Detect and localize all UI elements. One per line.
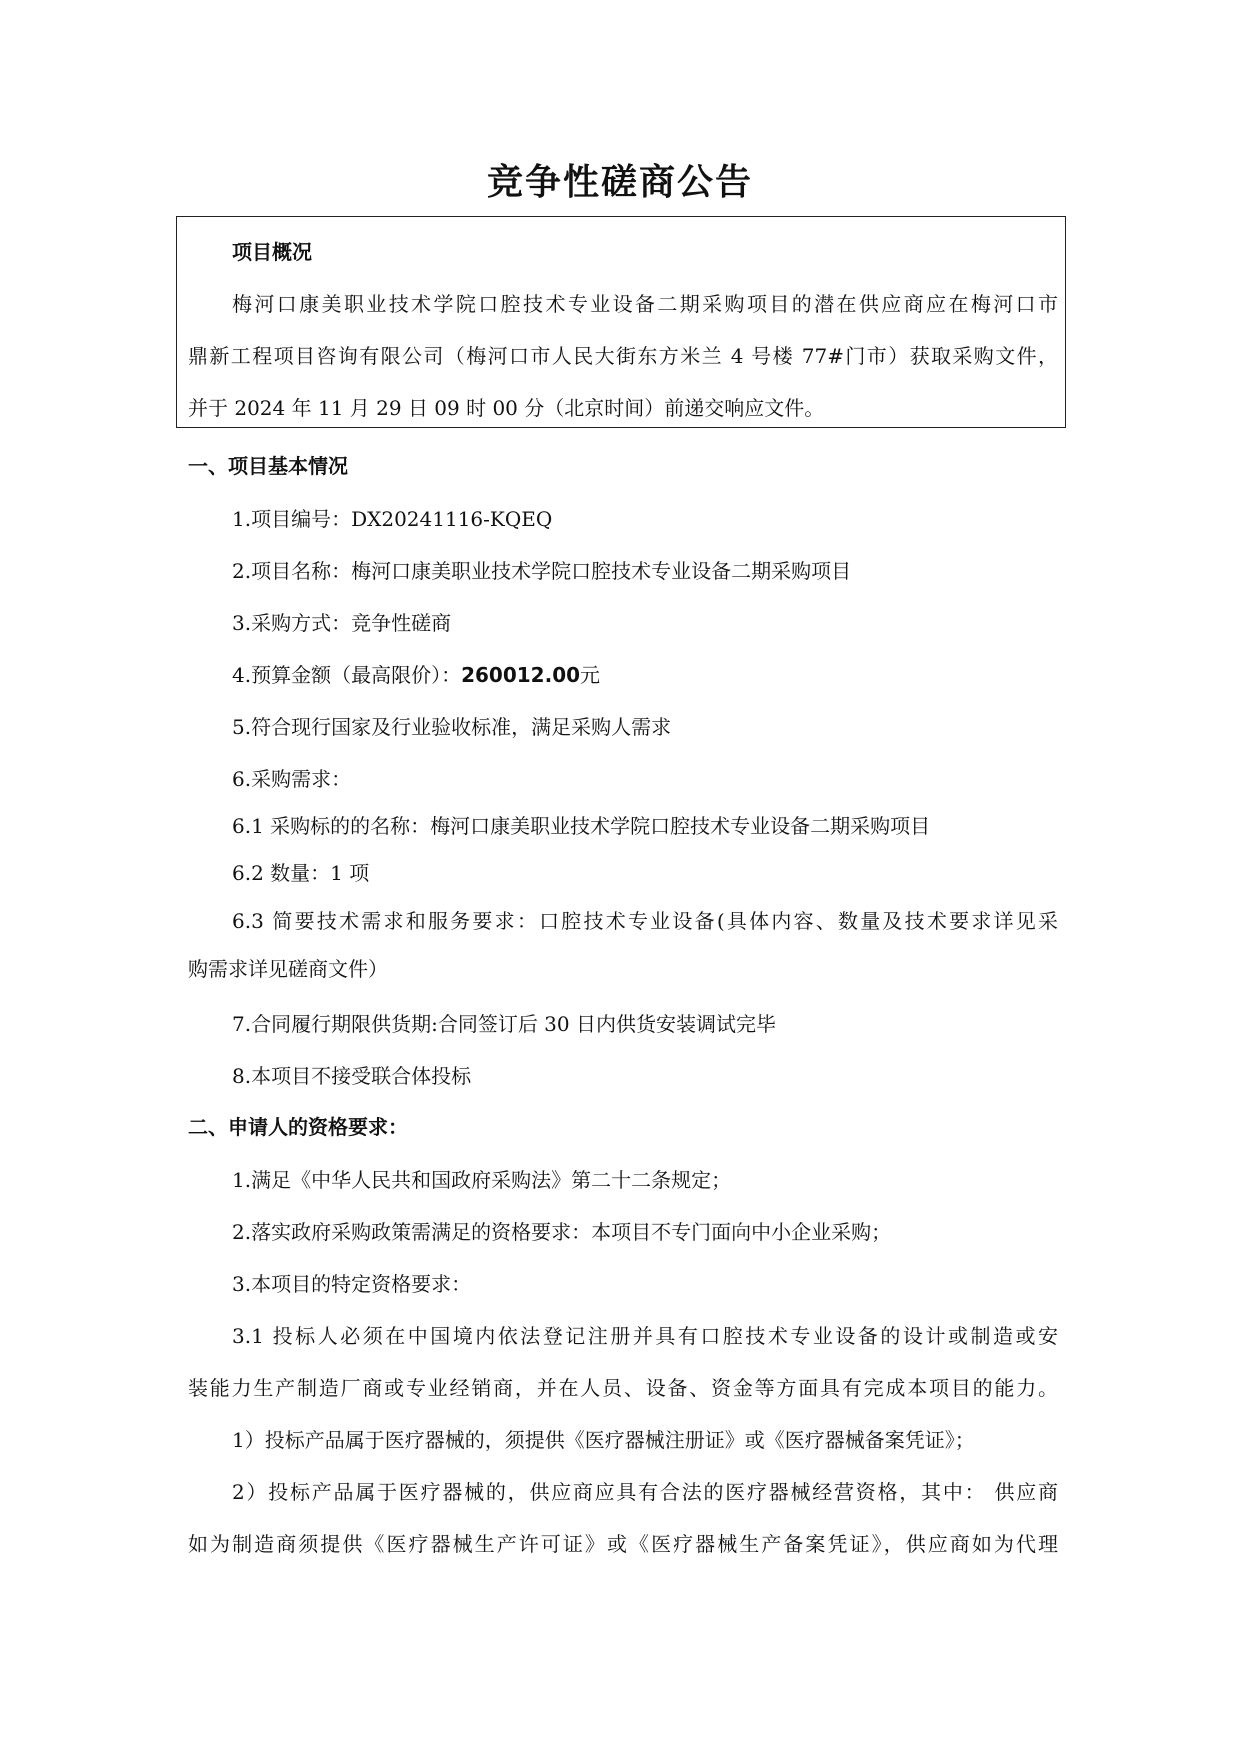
section-heading-basic-info: 一、项目基本情况	[188, 454, 348, 478]
list-item-continuation: 购需求详见磋商文件）	[188, 957, 388, 981]
list-item: 2.落实政府采购政策需满足的资格要求：本项目不专门面向中小企业采购；	[232, 1220, 892, 1244]
list-item-budget	[232, 661, 600, 689]
list-item: 6.2 数量：1 项	[232, 861, 370, 885]
list-item: 1.满足《中华人民共和国政府采购法》第二十二条规定；	[232, 1168, 732, 1192]
list-item: 8.本项目不接受联合体投标	[232, 1064, 472, 1088]
list-item-continuation: 如为制造商须提供《医疗器械生产许可证》或《医疗器械生产备案凭证》，供应商如为代理	[188, 1532, 1058, 1556]
overview-paragraph-line: 鼎新工程项目咨询有限公司（梅河口市人民大街东方米兰 4 号楼 77#门市）获取采购文件，	[188, 344, 1058, 368]
section-heading-qualifications: 二、申请人的资格要求：	[188, 1115, 408, 1139]
budget-amount: 260012.00	[461, 663, 581, 687]
overview-paragraph-line: 梅河口康美职业技术学院口腔技术专业设备二期采购项目的潜在供应商应在梅河口市	[232, 292, 1058, 316]
list-item: 6.1 采购标的的名称：梅河口康美职业技术学院口腔技术专业设备二期采购项目	[232, 814, 931, 838]
list-item: 2）投标产品属于医疗器械的，供应商应具有合法的医疗器械经营资格，其中： 供应商	[232, 1480, 1058, 1504]
page-title: 竞争性磋商公告	[486, 162, 753, 203]
list-item: 3.1 投标人必须在中国境内依法登记注册并具有口腔技术专业设备的设计或制造或安	[232, 1324, 1058, 1348]
budget-label: 4.预算金额（最高限价）：	[232, 663, 462, 687]
list-item: 1）投标产品属于医疗器械的，须提供《医疗器械注册证》或《医疗器械备案凭证》；	[232, 1428, 975, 1452]
list-item: 3.采购方式：竞争性磋商	[232, 611, 452, 635]
list-item: 3.本项目的特定资格要求：	[232, 1272, 472, 1296]
list-item: 6.3 简要技术需求和服务要求：口腔技术专业设备(具体内容、数量及技术要求详见采	[232, 909, 1058, 933]
list-item-continuation: 装能力生产制造厂商或专业经销商，并在人员、设备、资金等方面具有完成本项目的能力。	[188, 1376, 1058, 1400]
budget-unit: 元	[580, 663, 601, 687]
overview-heading: 项目概况	[232, 240, 312, 264]
list-item: 7.合同履行期限供货期:合同签订后 30 日内供货安装调试完毕	[232, 1012, 776, 1036]
list-item: 2.项目名称：梅河口康美职业技术学院口腔技术专业设备二期采购项目	[232, 559, 852, 583]
list-item: 5.符合现行国家及行业验收标准，满足采购人需求	[232, 715, 672, 739]
list-item: 1.项目编号：DX20241116-KQEQ	[232, 507, 553, 531]
overview-paragraph-line: 并于 2024 年 11 月 29 日 09 时 00 分（北京时间）前递交响应文件。	[188, 396, 825, 420]
list-item: 6.采购需求：	[232, 767, 352, 791]
